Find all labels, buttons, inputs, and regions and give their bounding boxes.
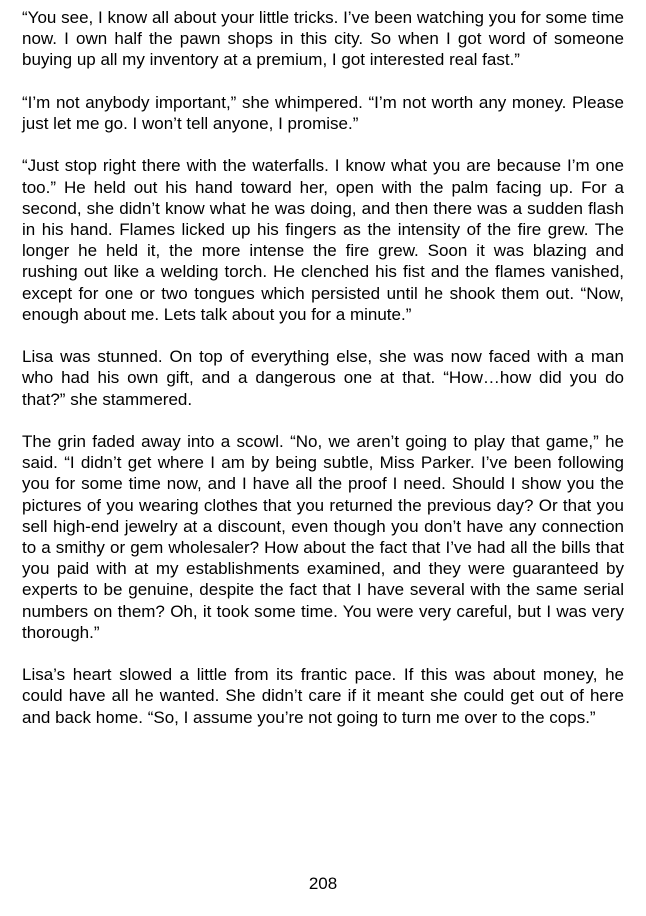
paragraph: Lisa’s heart slowed a little from its frantic pace. If this was about money, he could have all he wanted. She didn’t care if it meant she could get out of here and back home. “So, I assume you’re not going to turn me over to the cops.”: [22, 665, 624, 727]
page-number: 208: [308, 874, 338, 893]
paragraph: Lisa was stunned. On top of everything else, she was now faced with a man who had his own gift, and a dangerous one at that. “How…how did you do that?” she stammered.: [22, 347, 624, 409]
body-text: [22, 7, 624, 749]
paragraph: The grin faded away into a scowl. “No, we aren’t going to play that game,” he said. “I didn’t get where I am by being subtle, Miss Parker. I’ve been following you for some time now, and I have all the proof I need. Should I show you the pictures of you wearing clothes that you returned the previous day? Or that you sell high-end jewelry at a discount, even though you don’t have any connection to a smithy or gem wholesaler? How about the fact that I’ve had all the bills that you paid with at my establishments examined, and they were guaranteed by experts to be genuine, despite the fact that I have several with the same serial numbers on them? Oh, it took some time. You were very careful, but I was very thorough.”: [22, 432, 624, 642]
paragraph: “I’m not anybody important,” she whimpered. “I’m not worth any money. Please just let me go. I won’t tell anyone, I promise.”: [22, 92, 624, 133]
paragraph: “You see, I know all about your little tricks. I’ve been watching you for some time now. I own half the pawn shops in this city. So when I got word of someone buying up all my inventory at a premium, I got interested real fast.”: [22, 8, 624, 70]
paragraph: “Just stop right there with the waterfalls. I know what you are because I’m one too.” He held out his hand toward her, open with the palm facing up. For a second, she didn’t know what he was doing, and then there was a sudden flash in his hand. Flames licked up his fingers as the intensity of the fire grew. The longer he held it, the more intense the fire grew. Soon it was blazing and rushing out like a welding torch. He clenched his fist and the flames vanished, except for one or two tongues which persisted until he shook them out. “Now, enough about me. Lets talk about you for a minute.”: [22, 156, 624, 324]
